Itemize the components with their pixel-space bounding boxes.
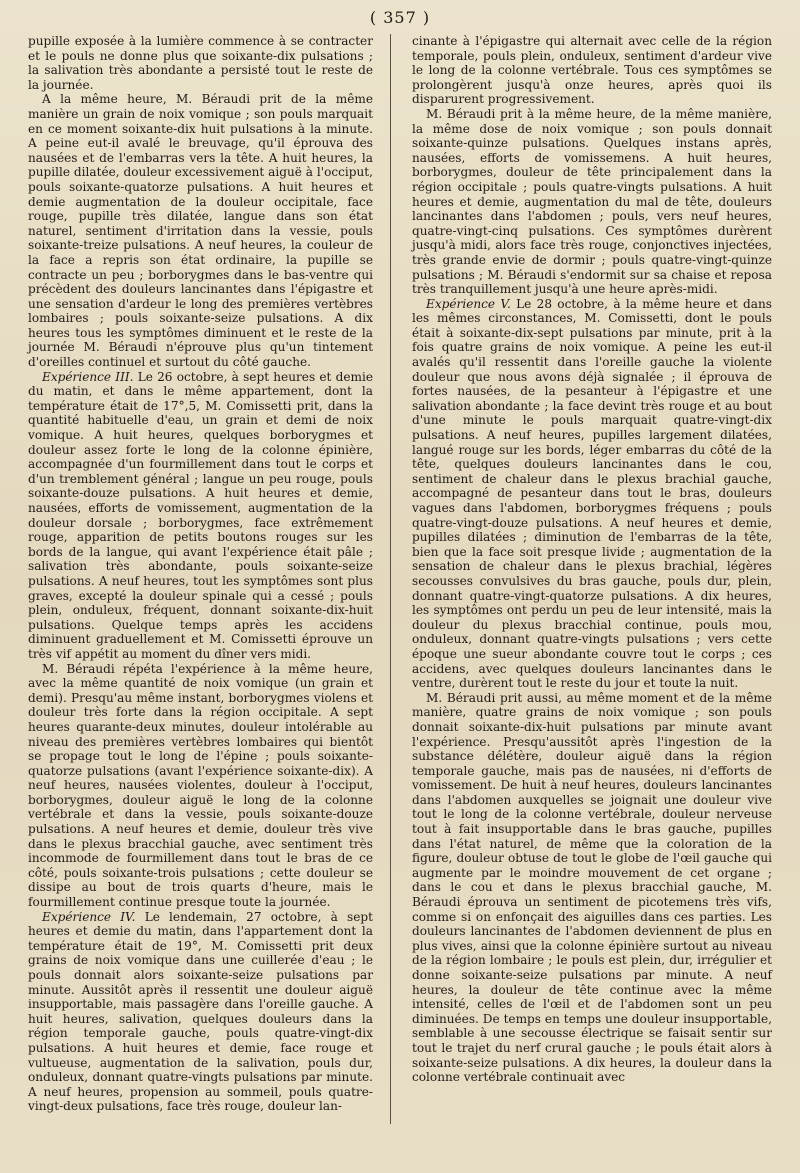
right-column xyxy=(412,34,772,1085)
paragraph xyxy=(28,92,373,369)
paragraph-text: cinante à l'épigastre qui alternait avec celle de la région temporale, pouls plein, onduleux, sentiment d'ardeur vive le long de la colonne vertébrale. Tous ces symptômes se prolongèrent jusqu'à onze heures, après quoi ils disparurent progressivement. xyxy=(412,34,772,107)
paragraph-text: pupille exposée à la lumière commence à se contracter et le pouls ne donne plus que soixante-dix pulsations ; la salivation très abondante a persisté tout le reste de la journée. xyxy=(28,34,373,92)
paragraph xyxy=(412,34,772,107)
left-column xyxy=(28,34,373,1114)
paragraph-text: Le 26 octobre, à sept heures et demie du matin, et dans le même appartement, dont la température était de 17°,5, M. Comissetti prit, dans la quantité habituelle d'eau, un grain et demi de noix vomique. A huit heures, quelques borborygmes et douleur assez forte le long de la colonne épinière, accompagnée d'un fourmillement dans tout le corps et d'un tremblement général ; langue un peu rouge, pouls soixante-douze pulsations. A huit heures et demie, nausées, efforts de vomissement, augmentation de la douleur dorsale ; borborygmes, face extrêmement rouge, apparition de petits boutons rouges sur les bords de la langue, qui avant l'expérience était pâle ; salivation très abondante, pouls soixante-seize pulsations. A neuf heures, tout les symptômes sont plus graves, excepté la douleur spinale qui a cessé ; pouls plein, onduleux, fréquent, donnant soixante-dix-huit pulsations. Quelque temps après les accidens diminuent graduellement et M. Comissetti éprouve un très vif appétit au moment du dîner vers midi. xyxy=(28,369,373,661)
paragraph-text: M. Béraudi prit aussi, au même moment et de la même manière, quatre grains de noix vomique ; son pouls donnait soixante-dix-huit pulsations par minute avant l'expérience. Presqu'aussitôt après l'ingestion de la substance délétère, douleur aiguë dans la région temporale gauche, mais pas de nausées, ni d'efforts de vomissement. De huit à neuf heures, douleurs lancinantes dans l'abdomen auxquelles se joignait une douleur vive tout le long de la colonne vertébrale, douleur nerveuse tout à fait insupportable dans le bras gauche, pupilles dans l'état naturel, de même que la coloration de la figure, douleur obtuse de tout le globe de l'œil gauche qui augmente par le moindre mouvement de cet organe ; dans le cou et dans le plexus bracchial gauche, M. Béraudi éprouva un sentiment de picotemens très vifs, comme si on enfonçait des aiguilles dans ces parties. Les douleurs lancinantes de l'abdomen deviennent de plus en plus vives, ainsi que la colonne épinière surtout au niveau de la région lombaire ; le pouls est plein, dur, irrégulier et donne soixante-seize pulsations par minute. A neuf heures, la douleur de tête continue avec la même intensité, celles de l'œil et de l'abdomen sont un peu diminuées. De temps en temps une douleur insupportable, semblable à une secousse électrique se faisait sentir sur tout le trajet du nerf crural gauche ; le pouls était alors à soixante-seize pulsations. A dix heures, la douleur dans la colonne vertébrale continuait avec xyxy=(412,690,772,1085)
page-number: ( 357 ) xyxy=(369,8,431,27)
paragraph xyxy=(28,34,373,92)
paragraph-text: Le lendemain, 27 octobre, à sept heures et demie du matin, dans l'appartement dont la température était de 19°, M. Comissetti prit deux grains de noix vomique dans une cuillerée d'eau ; le pouls donnait alors soixante-seize pulsations par minute. Aussitôt après il ressentit une douleur aiguë insupportable, mais passagère dans l'oreille gauche. A huit heures, salivation, quelques douleurs dans la région temporale gauche, pouls quatre-vingt-dix pulsations. A huit heures et demie, face rouge et vultueuse, augmentation de la salivation, pouls dur, onduleux, donnant quatre-vingts pulsations par minute. A neuf heures, propension au sommeil, pouls quatre-vingt-deux pulsations, face très rouge, douleur lan- xyxy=(28,909,373,1114)
paragraph-text: M. Béraudi prit à la même heure, de la même manière, la même dose de noix vomique ; son pouls donnait soixante-quinze pulsations. Quelques instans après, nausées, efforts de vomissemens. A huit heures, borborygmes, douleur de tête principalement dans la région occipitale ; pouls quatre-vingts pulsations. A huit heures et demie, augmentation du mal de tête, douleurs lancinantes dans l'abdomen ; pouls, vers neuf heures, quatre-vingt-cinq pulsations. Ces symptômes durèrent jusqu'à midi, alors face très rouge, conjonctives injectées, très grande envie de dormir ; pouls quatre-vingt-quinze pulsations ; M. Béraudi s'endormit sur sa chaise et reposa très tranquillement jusqu'à une heure après-midi. xyxy=(412,106,772,297)
paragraph xyxy=(28,910,373,1114)
column-divider xyxy=(390,34,391,1124)
experiment-heading: Expérience IV. xyxy=(42,909,136,924)
paragraph-text: A la même heure, M. Béraudi prit de la même manière un grain de noix vomique ; son pouls marquait en ce moment soixante-dix huit pulsations à la minute. A peine eut-il avalé le breuvage, qu'il éprouva des nausées et de l'embarras vers la tête. A huit heures, la pupille dilatée, douleur excessivement aiguë à l'occiput, pouls soixante-quatorze pulsations. A huit heures et demie augmentation de la douleur occipitale, face rouge, pupille très dilatée, langue dans son état naturel, sentiment d'irritation dans la vessie, pouls soixante-treize pulsations. A neuf heures, la couleur de la face a repris son état ordinaire, la pupille se contracte un peu ; borborygmes dans le bas-ventre qui précèdent des douleurs lancinantes dans l'épigastre et une sensation d'ardeur le long des premières vertèbres lombaires ; pouls soixante-seize pulsations. A dix heures tous les symptômes diminuent et le reste de la journée M. Béraudi n'éprouve plus qu'un tintement d'oreilles continuel et surtout du côté gauche. xyxy=(28,92,373,370)
paragraph xyxy=(28,662,373,910)
paragraph-text: M. Béraudi répéta l'expérience à la même heure, avec la même quantité de noix vomique (un grain et demi). Presqu'au même instant, borborygmes violens et douleur très forte dans la région occipitale. A sept heures quarante-deux minutes, douleur intolérable au niveau des premières vertèbres lombaires qui bientôt se propage tout le long de l'épine ; pouls soixante-quatorze pulsations (avant l'expérience soixante-dix). A neuf heures, nausées violentes, douleur à l'occiput, borborygmes, douleur aiguë le long de la colonne vertébrale et dans la vessie, pouls soixante-douze pulsations. A neuf heures et demie, douleur très vive dans le plexus bracchial gauche, avec sentiment très incommode de fourmillement dans tout le bras de ce côté, pouls soixante-trois pulsations ; cette douleur se dissipe au bout de trois quarts d'heure, mais le fourmillement continue presque toute la journée. xyxy=(28,661,373,910)
paragraph xyxy=(412,691,772,1085)
paragraph xyxy=(28,370,373,662)
experiment-heading: Expérience III. xyxy=(42,369,134,384)
paragraph xyxy=(412,107,772,297)
paragraph xyxy=(412,297,772,691)
experiment-heading: Expérience V. xyxy=(426,296,511,311)
paragraph-text: Le 28 octobre, à la même heure et dans les mêmes circonstances, M. Comissetti, dont le pouls était à soixante-dix-sept pulsations par minute, prit à la fois quatre grains de noix vomique. A peine les eut-il avalés qu'il ressentit dans l'oreille gauche la violente douleur que nous avons déjà signalée ; il éprouva de fortes nausées, de la pesanteur à l'épigastre et une salivation abondante ; la face devint très rouge et au bout d'une minute le pouls marquait quatre-vingt-dix pulsations. A neuf heures, pupilles largement dilatées, langué rouge sur les bords, léger embarras du côté de la tête, quelques douleurs lancinantes dans le cou, sentiment de chaleur dans le plexus brachial gauche, accompagné de pesanteur dans tout le bras, douleurs vagues dans l'abdomen, borborygmes fréquens ; pouls quatre-vingt-douze pulsations. A neuf heures et demie, pupilles dilatées ; diminution de l'embarras de la tête, bien que la face soit presque livide ; augmentation de la sensation de chaleur dans le plexus brachial, légères secousses convulsives du bras gauche, pouls dur, plein, donnant quatre-vingt-quatorze pulsations. A dix heures, les symptômes ont perdu un peu de leur intensité, mais la douleur du plexus bracchial continue, pouls mou, onduleux, donnant quatre-vingts pulsations ; vers cette époque une sueur abondante couvre tout le corps ; ces accidens, avec quelques douleurs lancinantes dans le ventre, durèrent tout le reste du jour et toute la nuit. xyxy=(412,296,772,691)
